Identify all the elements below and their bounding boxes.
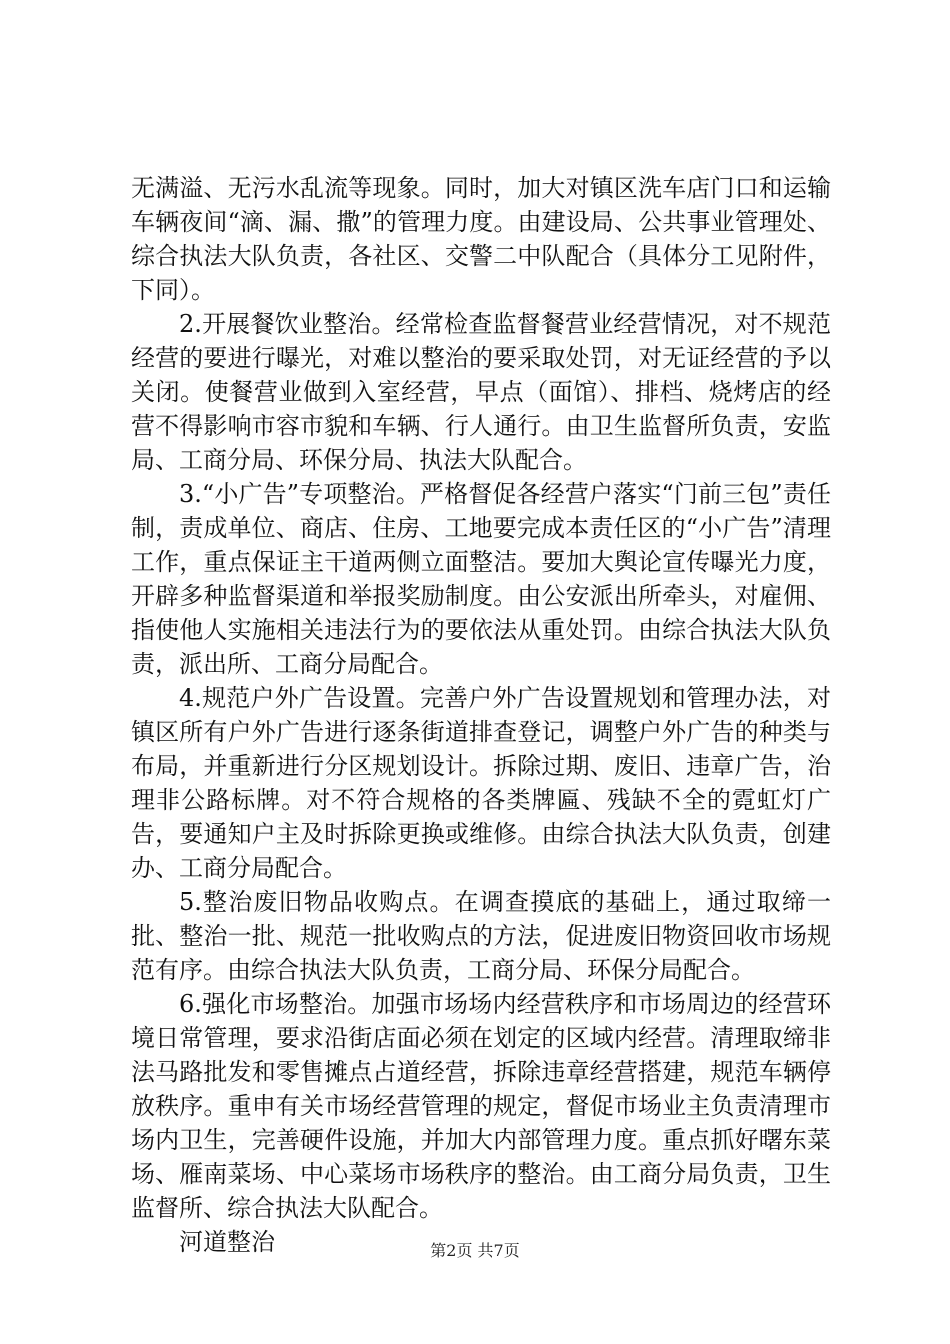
paragraph-recycling-points: 5.整治废旧物品收购点。在调查摸底的基础上，通过取缔一批、整治一批、规范一批收购点的方法，促进废旧物资回收市场规范有序。由综合执法大队负责，工商分局、环保分局配合。 xyxy=(131,888,831,984)
paragraph-small-ads-rectification: 3.“小广告”专项整治。严格督促各经营户落实“门前三包”责任制，责成单位、商店、住房、工地要完成本责任区的“小广告”清理工作，重点保证主干道两侧立面整洁。要加大舆论宣传曝光力度，开辟多种监督渠道和举报奖励制度。由公安派出所牵头，对雇佣、指使他人实施相关违法行为的要依法从重处罚。由综合执法大队负责，派出所、工商分局配合。 xyxy=(131,480,831,678)
document-body xyxy=(131,171,831,1259)
paragraph-river-rectification-heading: 河道整治 xyxy=(179,1228,275,1256)
paragraph-catering-rectification: 2.开展餐饮业整治。经常检查监督餐营业经营情况，对不规范经营的要进行曝光，对难以整治的要采取处罚，对无证经营的予以关闭。使餐营业做到入室经营，早点（面馆）、排档、烧烤店的经营不得影响市容市貌和车辆、行人通行。由卫生监督所负责，安监局、工商分局、环保分局、执法大队配合。 xyxy=(131,310,831,474)
paragraph-market-rectification: 6.强化市场整治。加强市场场内经营秩序和市场周边的经营环境日常管理，要求沿街店面必须在划定的区域内经营。清理取缔非法马路批发和零售摊点占道经营，拆除违章经营搭建，规范车辆停放秩序。重申有关市场经营管理的规定，督促市场业主负责清理市场内卫生，完善硬件设施，并加大内部管理力度。重点抓好曙东菜场、雁南菜场、中心菜场市场秩序的整治。由工商分局负责，卫生监督所、综合执法大队配合。 xyxy=(131,990,831,1222)
page-footer: 第2页 共7页 xyxy=(430,1241,520,1260)
paragraph-outdoor-ads: 4.规范户外广告设置。完善户外广告设置规划和管理办法，对镇区所有户外广告进行逐条街道排查登记，调整户外广告的种类与布局，并重新进行分区规划设计。拆除过期、废旧、违章广告，治理非公路标牌。对不符合规格的各类牌匾、残缺不全的霓虹灯广告，要通知户主及时拆除更换或维修。由综合执法大队负责，创建办、工商分局配合。 xyxy=(131,684,831,882)
paragraph-continuation: 无满溢、无污水乱流等现象。同时，加大对镇区洗车店门口和运输车辆夜间“滴、漏、撒”的管理力度。由建设局、公共事业管理处、综合执法大队负责，各社区、交警二中队配合（具体分工见附件，下同）。 xyxy=(131,174,831,304)
